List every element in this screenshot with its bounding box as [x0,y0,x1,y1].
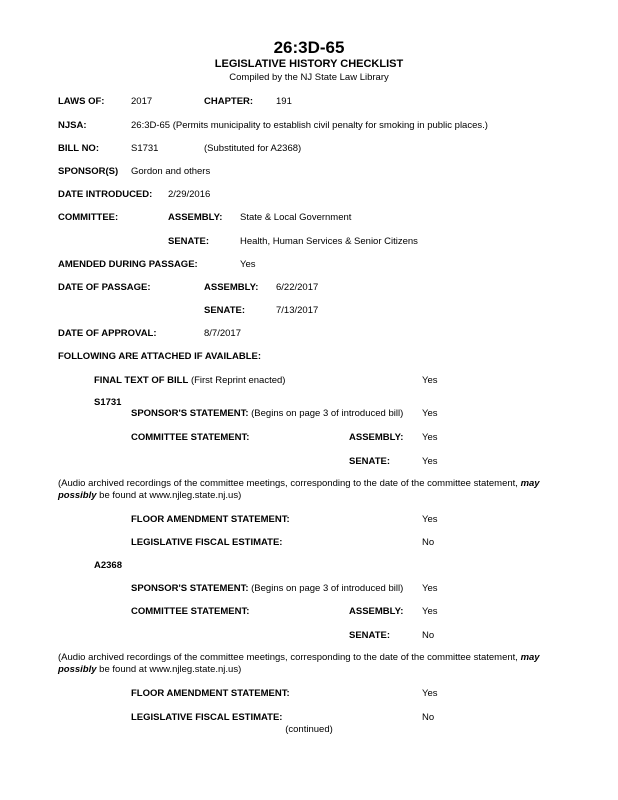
a2368-fiscal-label: LEGISLATIVE FISCAL ESTIMATE: [131,712,283,723]
a2368-committee-label: COMMITTEE STATEMENT: [131,606,250,617]
date-of-approval-value: 8/7/2017 [204,328,241,339]
committee-assembly-label: ASSEMBLY: [168,212,223,223]
passage-senate-value: 7/13/2017 [276,305,319,316]
a2368-sponsor-label: SPONSOR'S STATEMENT: [131,583,249,594]
njsa-label: NJSA: [58,120,87,131]
s1731-fiscal-value: No [422,537,435,548]
final-text-label: FINAL TEXT OF BILL [94,375,189,386]
s1731-sponsor-row [131,408,403,419]
a2368-sponsor-value: Yes [422,583,438,594]
committee-senate-value: Health, Human Services & Senior Citizens [240,236,418,247]
a2368-audio-note-emphasis: may possibly [58,652,540,675]
a2368-audio-note-post: be found at www.njleg.state.nj.us) [96,664,242,675]
compiled-by: Compiled by the NJ State Law Library [229,72,389,83]
page-subtitle: LEGISLATIVE HISTORY CHECKLIST [214,58,404,70]
s1731-senate-label: SENATE: [349,456,390,467]
a2368-senate-value: No [422,630,435,641]
a2368-senate-label: SENATE: [349,630,390,641]
attached-heading: FOLLOWING ARE ATTACHED IF AVAILABLE: [58,351,261,362]
s1731-audio-note [58,478,578,502]
bill-no-label: BILL NO: [58,143,99,154]
sponsors-label: SPONSOR(S) [58,166,119,177]
s1731-assembly-label: ASSEMBLY: [349,432,404,443]
chapter-value: 191 [276,96,292,107]
s1731-sponsor-value: Yes [422,408,438,419]
s1731-assembly-value: Yes [422,432,438,443]
s1731-senate-value: Yes [422,456,438,467]
a2368-bill-heading: A2368 [94,560,122,571]
s1731-committee-label: COMMITTEE STATEMENT: [131,432,250,443]
date-of-approval-label: DATE OF APPROVAL: [58,328,157,339]
a2368-floor-label: FLOOR AMENDMENT STATEMENT: [131,688,290,699]
s1731-audio-note-post: be found at www.njleg.state.nj.us) [96,490,242,501]
date-introduced-value: 2/29/2016 [168,189,211,200]
committee-senate-label: SENATE: [168,236,209,247]
a2368-audio-note-pre: (Audio archived recordings of the committee meetings, corresponding to the date of the committee statement, [58,652,521,663]
bill-no-value: S1731 [131,143,159,154]
laws-of-label: LAWS OF: [58,96,105,107]
s1731-fiscal-label: LEGISLATIVE FISCAL ESTIMATE: [131,537,283,548]
s1731-floor-label: FLOOR AMENDMENT STATEMENT: [131,514,290,525]
bill-no-note: (Substituted for A2368) [204,143,302,154]
amended-value: Yes [240,259,256,270]
page-title: 26:3D-65 [273,38,345,57]
a2368-fiscal-value: No [422,712,435,723]
passage-assembly-label: ASSEMBLY: [204,282,259,293]
s1731-sponsor-note: (Begins on page 3 of introduced bill) [251,408,404,419]
passage-senate-label: SENATE: [204,305,245,316]
amended-label: AMENDED DURING PASSAGE: [58,259,198,270]
s1731-sponsor-label: SPONSOR'S STATEMENT: [131,408,249,419]
committee-label: COMMITTEE: [58,212,119,223]
s1731-bill-heading: S1731 [94,397,122,408]
final-text-value: Yes [422,375,438,386]
committee-assembly-value: State & Local Government [240,212,352,223]
a2368-sponsor-row [131,583,403,594]
a2368-audio-note [58,652,578,676]
a2368-floor-value: Yes [422,688,438,699]
njsa-value: 26:3D-65 (Permits municipality to establish civil penalty for smoking in public places.) [131,120,488,131]
date-of-passage-label: DATE OF PASSAGE: [58,282,151,293]
a2368-assembly-label: ASSEMBLY: [349,606,404,617]
continued-footer: (continued) [285,724,333,735]
final-text-row [94,375,285,386]
a2368-assembly-value: Yes [422,606,438,617]
a2368-sponsor-note: (Begins on page 3 of introduced bill) [251,583,404,594]
laws-of-value: 2017 [131,96,153,107]
s1731-audio-note-pre: (Audio archived recordings of the committee meetings, corresponding to the date of the committee statement, [58,478,521,489]
passage-assembly-value: 6/22/2017 [276,282,319,293]
chapter-label: CHAPTER: [204,96,254,107]
sponsors-value: Gordon and others [131,166,211,177]
s1731-floor-value: Yes [422,514,438,525]
final-text-note: (First Reprint enacted) [190,375,286,386]
s1731-audio-note-emphasis: may possibly [58,478,540,501]
date-introduced-label: DATE INTRODUCED: [58,189,153,200]
